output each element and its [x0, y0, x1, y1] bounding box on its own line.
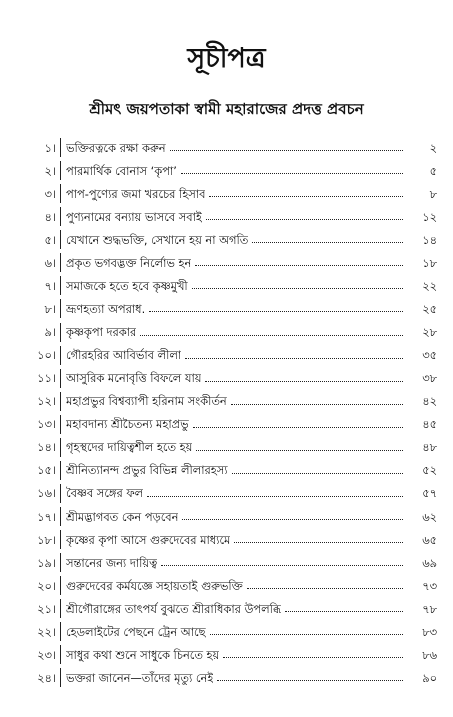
toc-entry — [14, 251, 437, 274]
toc-entry-page: ১৮ — [422, 255, 437, 270]
toc-entry — [14, 159, 437, 182]
toc-entry-page: ২৮ — [422, 325, 437, 340]
toc-separator-line — [60, 484, 61, 503]
toc-entry-number: ১০। — [37, 348, 56, 363]
toc-entry-title: কৃষ্ণের কৃপা আসে গুরুদেবের মাধ্যমে — [66, 532, 231, 547]
toc-entry-number: ১৮। — [37, 532, 56, 547]
toc-entry-title: মহাপ্রভুর বিশ্বব্যাপী হরিনাম সংকীর্তন — [66, 394, 227, 409]
toc-entry-page: ৭৮ — [422, 601, 437, 616]
toc-entry — [14, 205, 437, 228]
toc-entry-title: বৈষ্ণব সঙ্গের ফল — [66, 486, 144, 501]
toc-entry-number: ১৯। — [37, 555, 56, 570]
toc-entry — [14, 344, 437, 367]
toc-leader-dots — [231, 403, 403, 405]
toc-leader-dots — [205, 380, 403, 382]
toc-entry-number: ২২। — [37, 624, 56, 639]
toc-entry — [14, 643, 437, 666]
toc-entry-page: ২২ — [422, 278, 437, 293]
toc-entry-page: ১৪ — [422, 232, 437, 247]
toc-leader-dots — [170, 149, 403, 151]
toc-entry-title: শ্রীনিত্যানন্দ প্রভুর বিভিন্ন লীলারহস্য — [66, 463, 228, 478]
toc-entry — [14, 436, 437, 459]
toc-leader-dots — [193, 426, 403, 428]
toc-leader-dots — [223, 656, 403, 658]
toc-entry-number: ৮। — [44, 301, 56, 316]
toc-entry — [14, 321, 437, 344]
toc-leader-dots — [140, 334, 403, 336]
toc-leader-dots — [217, 679, 403, 681]
toc-entry-number: ২১। — [37, 601, 56, 616]
toc-entry-number: ১৫। — [37, 463, 56, 478]
toc-entry-title: সমাজকে হতে হবে কৃষ্ণমুখী — [66, 278, 188, 293]
toc-leader-dots — [185, 357, 403, 359]
toc-separator-line — [60, 184, 61, 203]
toc-entry — [14, 367, 437, 390]
toc-separator-line — [60, 668, 61, 687]
toc-entry-page: ৫৭ — [422, 486, 437, 501]
toc-entry-page: ৭৩ — [422, 578, 437, 593]
toc-entry — [14, 620, 437, 643]
toc-separator-line — [60, 438, 61, 457]
toc-entry-page: ৬৫ — [422, 532, 437, 547]
toc-leader-dots — [181, 172, 403, 174]
page-subtitle: শ্রীমৎ জয়পতাকা স্বামী মহারাজের প্রদত্ত প্রবচন — [89, 100, 364, 118]
toc-leader-dots — [210, 633, 403, 635]
toc-entry-page: ২৫ — [422, 301, 437, 316]
toc-leader-dots — [234, 541, 403, 543]
toc-entry-title: প্রকৃত ভগবদ্ভক্ত নির্লোভ হন — [66, 255, 192, 270]
toc-separator-line — [60, 599, 61, 618]
toc-separator-line — [60, 299, 61, 318]
toc-separator-line — [60, 369, 61, 388]
toc-entry-title: আসুরিক মনোবৃত্তি বিফলে যায় — [66, 371, 202, 386]
toc-leader-dots — [192, 287, 403, 289]
toc-entry — [14, 666, 437, 689]
toc-entry-number: ১১। — [37, 371, 56, 386]
toc-entry-title: পাপ-পুণ্যের জমা খরচের হিসাব — [66, 186, 206, 201]
toc-entry-title: গৃহস্থদের দায়িত্বশীল হতে হয় — [66, 440, 193, 455]
toc-leader-dots — [232, 472, 403, 474]
toc-separator-line — [60, 276, 61, 295]
toc-separator-line — [60, 207, 61, 226]
toc-leader-dots — [209, 195, 403, 197]
toc-leader-dots — [149, 310, 403, 312]
toc-separator-line — [60, 553, 61, 572]
toc-leader-dots — [161, 564, 403, 566]
toc-entry-page: ৬২ — [422, 509, 437, 524]
toc-separator-line — [60, 530, 61, 549]
toc-entry-title: সন্তানের জন্য দায়িত্ব — [66, 555, 158, 570]
toc-separator-line — [60, 253, 61, 272]
toc-entry-title: যেখানে শুদ্ধভক্তি, সেখানে হয় না অগতি — [66, 232, 249, 247]
toc-entry-number: ৩। — [44, 186, 56, 201]
toc-entry-number: ৪। — [44, 209, 56, 224]
toc-separator-line — [60, 392, 61, 411]
toc-entry-title: হেডলাইটের পেছনে ট্রেন আছে — [66, 624, 206, 639]
toc-entry — [14, 574, 437, 597]
toc-entry-title: শ্রীগৌরাঙ্গের তাৎপর্য বুঝতে শ্রীরাধিকার উপলব্ধি — [66, 601, 282, 616]
toc-entry-number: ৬। — [44, 255, 56, 270]
toc-entry-page: ৪২ — [422, 394, 437, 409]
toc-entry-number: ২। — [44, 163, 56, 178]
toc-entry-title: ভক্তিরত্নকে রক্ষা করুন — [66, 140, 166, 155]
toc-entry-page: ৩৫ — [422, 348, 437, 363]
toc-entry-title: গুরুদেবের কর্মযজ্ঞে সহায়তাই গুরুভক্তি — [66, 578, 243, 593]
toc-entry — [14, 274, 437, 297]
toc-entry-title: পারমার্থিক বোনাস ‘কৃপা’ — [66, 163, 177, 178]
toc-entry-page: ২ — [429, 140, 437, 155]
toc-entry-page: ৮৬ — [422, 647, 437, 662]
toc-separator-line — [60, 415, 61, 434]
toc-leader-dots — [206, 218, 403, 220]
toc-leader-dots — [285, 610, 403, 612]
toc-entry — [14, 182, 437, 205]
toc-entry — [14, 528, 437, 551]
toc-entry — [14, 505, 437, 528]
toc-leader-dots — [195, 264, 403, 266]
toc-entry-number: ২৪। — [37, 670, 56, 685]
toc-entry — [14, 390, 437, 413]
toc-entry-number: ১৭। — [37, 509, 56, 524]
toc-entry — [14, 551, 437, 574]
toc-separator-line — [60, 461, 61, 480]
toc-entry-page: ৫ — [429, 163, 437, 178]
toc-entry — [14, 597, 437, 620]
toc-entry-title: শ্রীমদ্ভাগবত কেন পড়বেন — [66, 509, 179, 524]
toc-leader-dots — [196, 449, 403, 451]
toc-separator-line — [60, 507, 61, 526]
toc-entry-page: ৮৩ — [422, 624, 437, 639]
toc-entry-number: ২৩। — [37, 647, 56, 662]
toc-entry-page: ৩৮ — [422, 371, 437, 386]
toc-entry-title: ভক্তরা জানেন—তাঁদের মৃত্যু নেই — [66, 670, 214, 685]
toc-entry-number: ১। — [44, 140, 56, 155]
toc-entry-number: ১২। — [37, 394, 56, 409]
page-title: সূচীপত্র — [187, 43, 266, 74]
toc-leader-dots — [247, 587, 403, 589]
toc-entry-page: ৪৮ — [422, 440, 437, 455]
toc-entry — [14, 297, 437, 320]
toc-entry — [14, 459, 437, 482]
toc-entry-page: ১২ — [422, 209, 437, 224]
toc-entry-title: সাধুর কথা শুনে সাধুকে চিনতে হয় — [66, 647, 220, 662]
toc-entry-title: পুণ্যনামের বন্যায় ভাসবে সবাই — [66, 209, 202, 224]
toc-entry-number: ৯। — [44, 325, 56, 340]
toc-entry-number: ১৬। — [37, 486, 56, 501]
toc-entry-title: মহাবদান্য শ্রীচৈতন্য মহাপ্রভু — [66, 417, 189, 432]
toc-entry-number: ২০। — [37, 578, 56, 593]
toc-entry-page: ৪৫ — [422, 417, 437, 432]
toc-separator-line — [60, 230, 61, 249]
toc-entry-number: ৭। — [44, 278, 56, 293]
toc-entry — [14, 413, 437, 436]
toc-entry — [14, 228, 437, 251]
table-of-contents — [14, 136, 437, 690]
toc-separator-line — [60, 576, 61, 595]
toc-entry — [14, 482, 437, 505]
toc-leader-dots — [252, 241, 403, 243]
toc-separator-line — [60, 622, 61, 641]
toc-separator-line — [60, 323, 61, 342]
toc-separator-line — [60, 346, 61, 365]
toc-leader-dots — [147, 495, 403, 497]
toc-entry — [14, 136, 437, 159]
toc-entry-title: গৌরহরির আবির্ভাব লীলা — [66, 348, 182, 363]
toc-entry-title: কৃষ্ণকৃপা দরকার — [66, 325, 137, 340]
toc-leader-dots — [182, 518, 403, 520]
toc-entry-page: ৯০ — [422, 670, 437, 685]
toc-separator-line — [60, 645, 61, 664]
toc-entry-number: ৫। — [44, 232, 56, 247]
toc-separator-line — [60, 161, 61, 180]
toc-entry-title: ভ্রূণহত্যা অপরাধ. — [66, 301, 146, 316]
toc-separator-line — [60, 138, 61, 157]
toc-entry-page: ৬৯ — [422, 555, 437, 570]
toc-entry-number: ১৪। — [37, 440, 56, 455]
toc-entry-number: ১৩। — [37, 417, 56, 432]
toc-entry-page: ৫২ — [422, 463, 437, 478]
toc-entry-page: ৮ — [429, 186, 437, 201]
